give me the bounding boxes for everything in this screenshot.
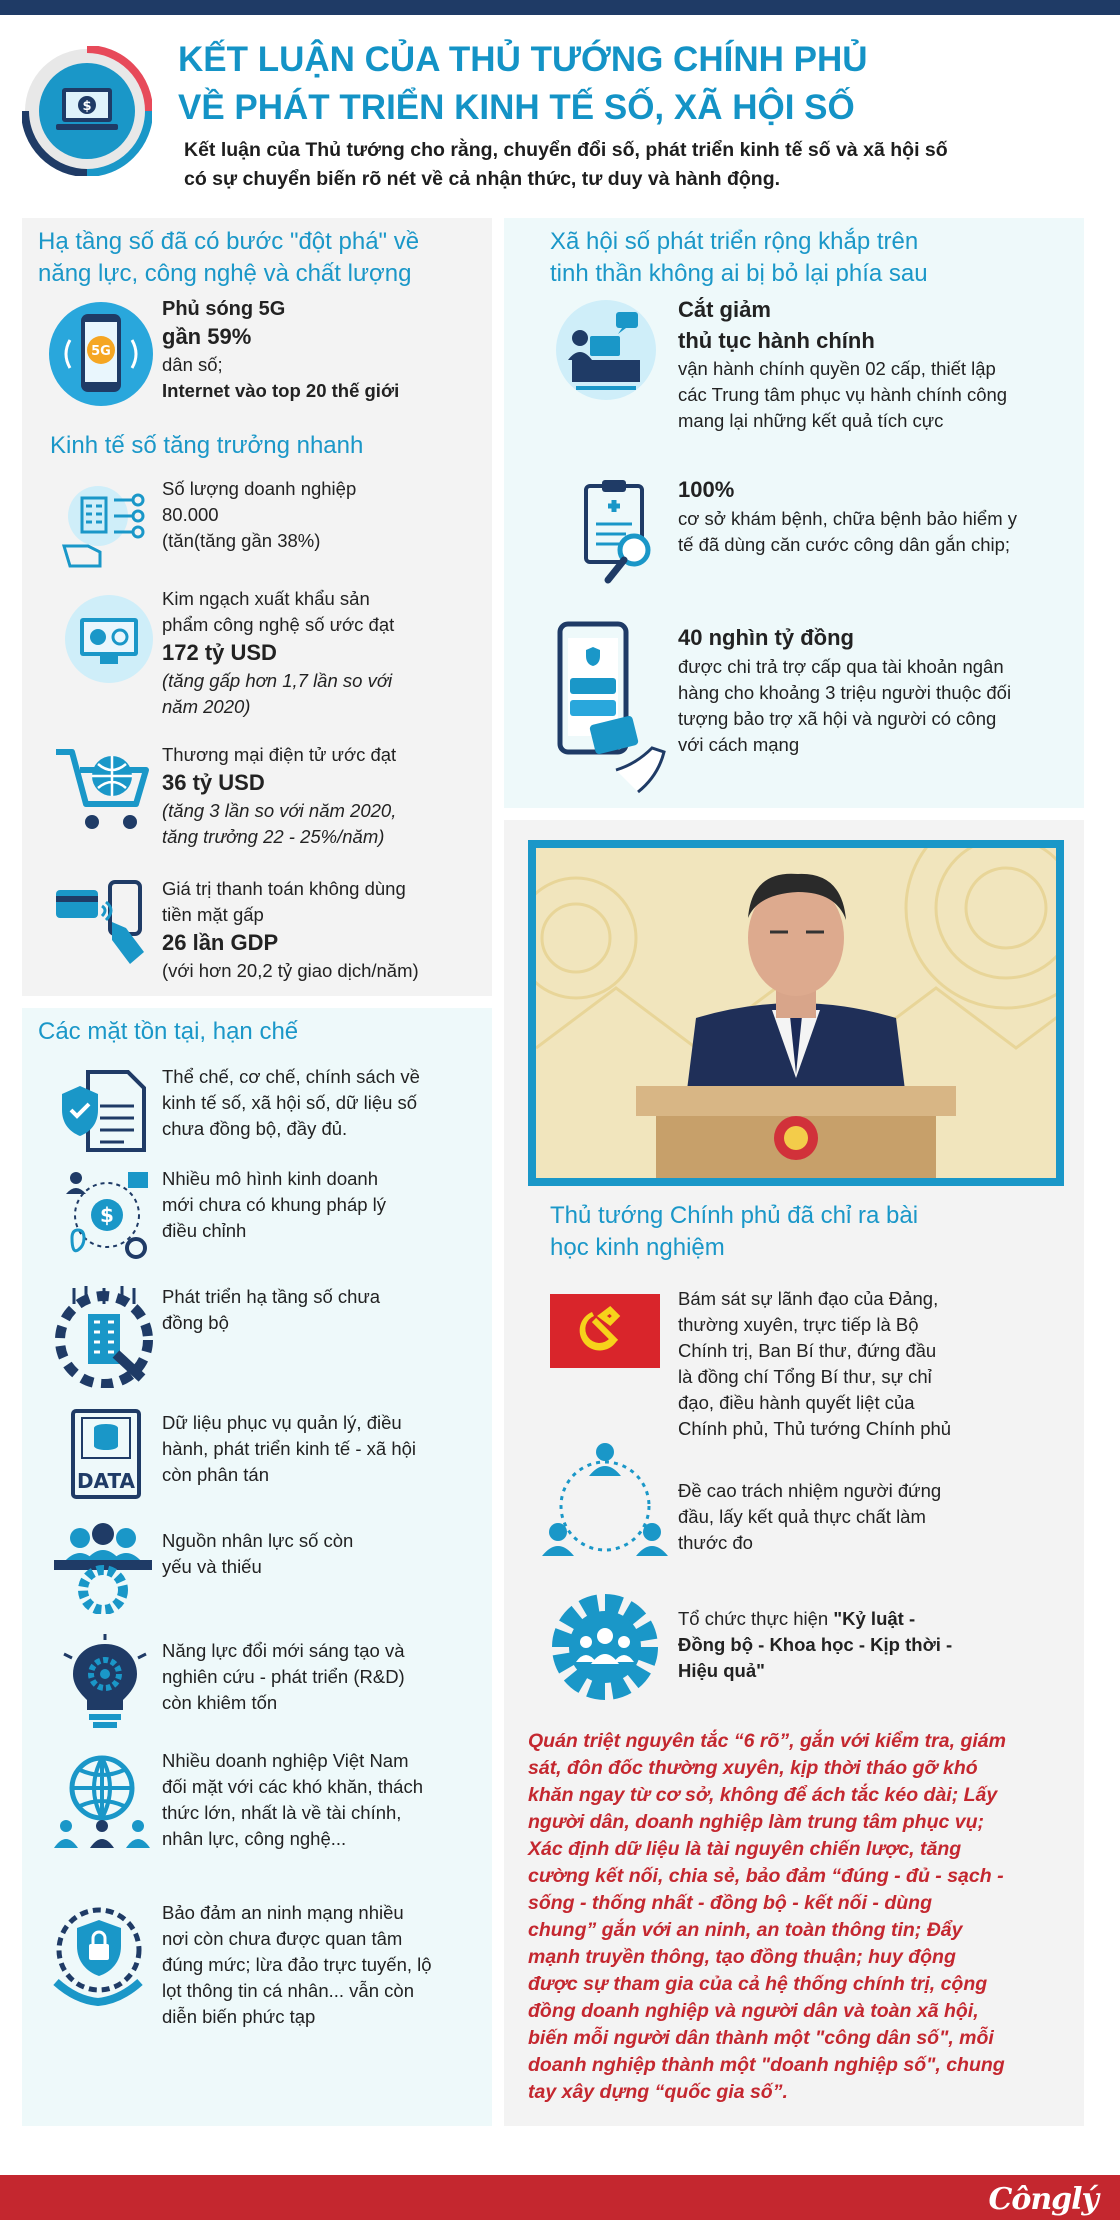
organization-gear-icon <box>546 1588 664 1706</box>
cashless-payment-text: Giá trị thanh toán không dùng tiền mặt gấp 26 lần GDP (với hơn 20,2 tỷ giao dịch/năm) <box>162 878 419 981</box>
infrastructure-text: Phủ sóng 5G gần 59% dân số; Internet vào top 20 thế giới <box>162 298 400 401</box>
infrastructure-heading: Hạ tầng số đã có bước "đột phá" về năng lực, công nghệ và chất lượng <box>38 228 420 287</box>
lesson-item-1: Bám sát sự lãnh đạo của Đảng, thường xuyên, trực tiếp là Bộ Chính trị, Ban Bí thư, đứng đầu là đồng chí Tổng Bí thư, sự chỉ đạo, điều hành quyết liệt của Chính phủ, Thủ tướng Chính phủ <box>678 1288 952 1439</box>
lesson-item-3: Tổ chức thực hiện "Kỷ luật - Đồng bộ - Khoa học - Kịp thời - Hiệu quả" <box>678 1608 953 1681</box>
limitation-item-4: Dữ liệu phục vụ quản lý, điều hành, phát triển kinh tế - xã hội còn phân tán <box>162 1412 417 1485</box>
limitation-item-7: Nhiều doanh nghiệp Việt Nam đối mặt với các khó khăn, thách thức lớn, nhất là về tài chính, nhân lực, công nghệ... <box>162 1750 423 1849</box>
cybersecurity-lock-icon <box>46 1902 152 2008</box>
tech-export-text: Kim ngạch xuất khẩu sản phẩm công nghệ số ước đạt 172 tỷ USD (tăng gấp hơn 1,7 lần so với năm 2020) <box>162 588 395 717</box>
svg-text:5G: 5G <box>91 344 111 359</box>
svg-text:$: $ <box>100 1203 114 1227</box>
society-item-1: Cắt giảm thủ tục hành chính vận hành chính quyền 02 cấp, thiết lập các Trung tâm phục vụ hành chính công mang lại những kết quả tích cực <box>678 297 1008 431</box>
infrastructure-building-icon <box>54 1284 154 1388</box>
5g-phone-icon <box>48 300 154 408</box>
limitation-item-2: Nhiều mô hình kinh doanh mới chưa có khung pháp lý điều chỉnh <box>162 1168 387 1241</box>
ecommerce-text: Thương mại điện tử ước đạt 36 tỷ USD (tăng 3 lần so với năm 2020, tăng trưởng 22 - 25%/năm) <box>162 744 397 847</box>
global-business-icon <box>50 1754 154 1850</box>
health-insurance-icon <box>582 476 662 586</box>
data-storage-icon <box>70 1408 142 1500</box>
digital-society-heading: Xã hội số phát triển rộng khắp trên tinh thần không ai bị bỏ lại phía sau <box>550 228 928 287</box>
business-model-icon <box>60 1168 154 1262</box>
innovation-bulb-icon <box>58 1634 152 1734</box>
leader-responsibility-icon <box>540 1440 670 1564</box>
ecommerce-cart-icon <box>52 742 156 834</box>
brand-logo[interactable]: Cônglý <box>988 2182 1098 2217</box>
limitation-item-8: Bảo đảm an ninh mạng nhiều nơi còn chưa được quan tâm đúng mức; lừa đảo trực tuyến, lộ lọt thông tin cá nhân... vẫn còn diễn biến phức tạp <box>162 1902 432 2027</box>
policy-document-icon <box>58 1066 150 1156</box>
enterprise-count-icon <box>58 476 154 572</box>
society-item-3: 40 nghìn tỷ đồng được chi trả trợ cấp qua tài khoản ngân hàng cho khoảng 3 triệu người thuộc đối tượng bảo trợ xã hội và người có công với cách mạng <box>678 625 1012 755</box>
limitation-item-3: Phát triển hạ tầng số chưa đồng bộ <box>162 1286 381 1333</box>
enterprise-count-text: Số lượng doanh nghiệp 80.000 (tăn(tăng gần 38%) <box>162 478 357 551</box>
tech-export-icon <box>62 592 156 686</box>
lesson-item-2: Đề cao trách nhiệm người đứng đầu, lấy kết quả thực chất làm thước đo <box>678 1480 942 1553</box>
human-resources-icon <box>50 1520 156 1614</box>
svg-text:$: $ <box>82 99 92 114</box>
prime-minister-photo <box>528 840 1064 1186</box>
lessons-heading: Thủ tướng Chính phủ đã chỉ ra bài học kinh nghiệm <box>550 1202 919 1261</box>
cashless-payment-icon <box>52 876 156 966</box>
conclusion-quote: Quán triệt nguyên tắc “6 rõ”, gắn với kiểm tra, giám sát, đôn đốc thường xuyên, kịp thời tháo gỡ khó khăn ngay từ cơ sở, không để ách tắc kéo dài; Lấy người dân, doanh nghiệp làm trung tâm phục vụ; Xác định dữ liệu là tài nguyên chiến lược, tăng cường kết nối, chia sẻ, bảo đảm “đúng - đủ - sạch - sống - thống nhất - đồng bộ - kết nối - dùng chung” gắn với an ninh, an toàn thông tin; Đẩy mạnh truyền thông, tạo đồng thuận; huy động được sự tham gia của cả hệ thống chính trị, cộng đồng doanh nghiệp và người dân và toàn xã hội, biến mỗi người dân thành một "công dân số", mỗi doanh nghiệp thành một "doanh nghiệp số", chung tay xây dựng “quốc gia số”. <box>528 1730 1006 2103</box>
limitation-item-1: Thể chế, cơ chế, chính sách về kinh tế số, xã hội số, dữ liệu số chưa đồng bộ, đầy đủ. <box>162 1066 420 1139</box>
page-title: KẾT LUẬN CỦA THỦ TƯỚNG CHÍNH PHỦ VỀ PHÁT TRIỂN KINH TẾ SỐ, XÃ HỘI SỐ <box>178 40 868 127</box>
society-item-2: 100% cơ sở khám bệnh, chữa bệnh bảo hiểm y tế đã dùng căn cước công dân gắn chip; <box>678 477 1017 555</box>
limitation-item-5: Nguồn nhân lực số còn yếu và thiếu <box>162 1530 354 1577</box>
digital-economy-badge-icon <box>22 46 152 176</box>
admin-procedure-icon <box>552 298 660 402</box>
lead-paragraph: Kết luận của Thủ tướng cho rằng, chuyển đổi số, phát triển kinh tế số và xã hội số có sự chuyển biến rõ nét về cả nhận thức, tư duy và hành động. <box>184 139 948 190</box>
top-bar <box>0 0 1120 15</box>
svg-text:DATA: DATA <box>76 1469 136 1493</box>
limitations-heading: Các mặt tồn tại, hạn chế <box>38 1018 299 1045</box>
digital-economy-heading: Kinh tế số tăng trưởng nhanh <box>50 432 364 459</box>
limitation-item-6: Năng lực đổi mới sáng tạo và nghiên cứu - phát triển (R&D) còn khiêm tốn <box>162 1640 405 1713</box>
bank-card-phone-icon <box>556 620 676 800</box>
footer-bar <box>0 2175 1120 2220</box>
party-flag-icon <box>550 1294 660 1368</box>
